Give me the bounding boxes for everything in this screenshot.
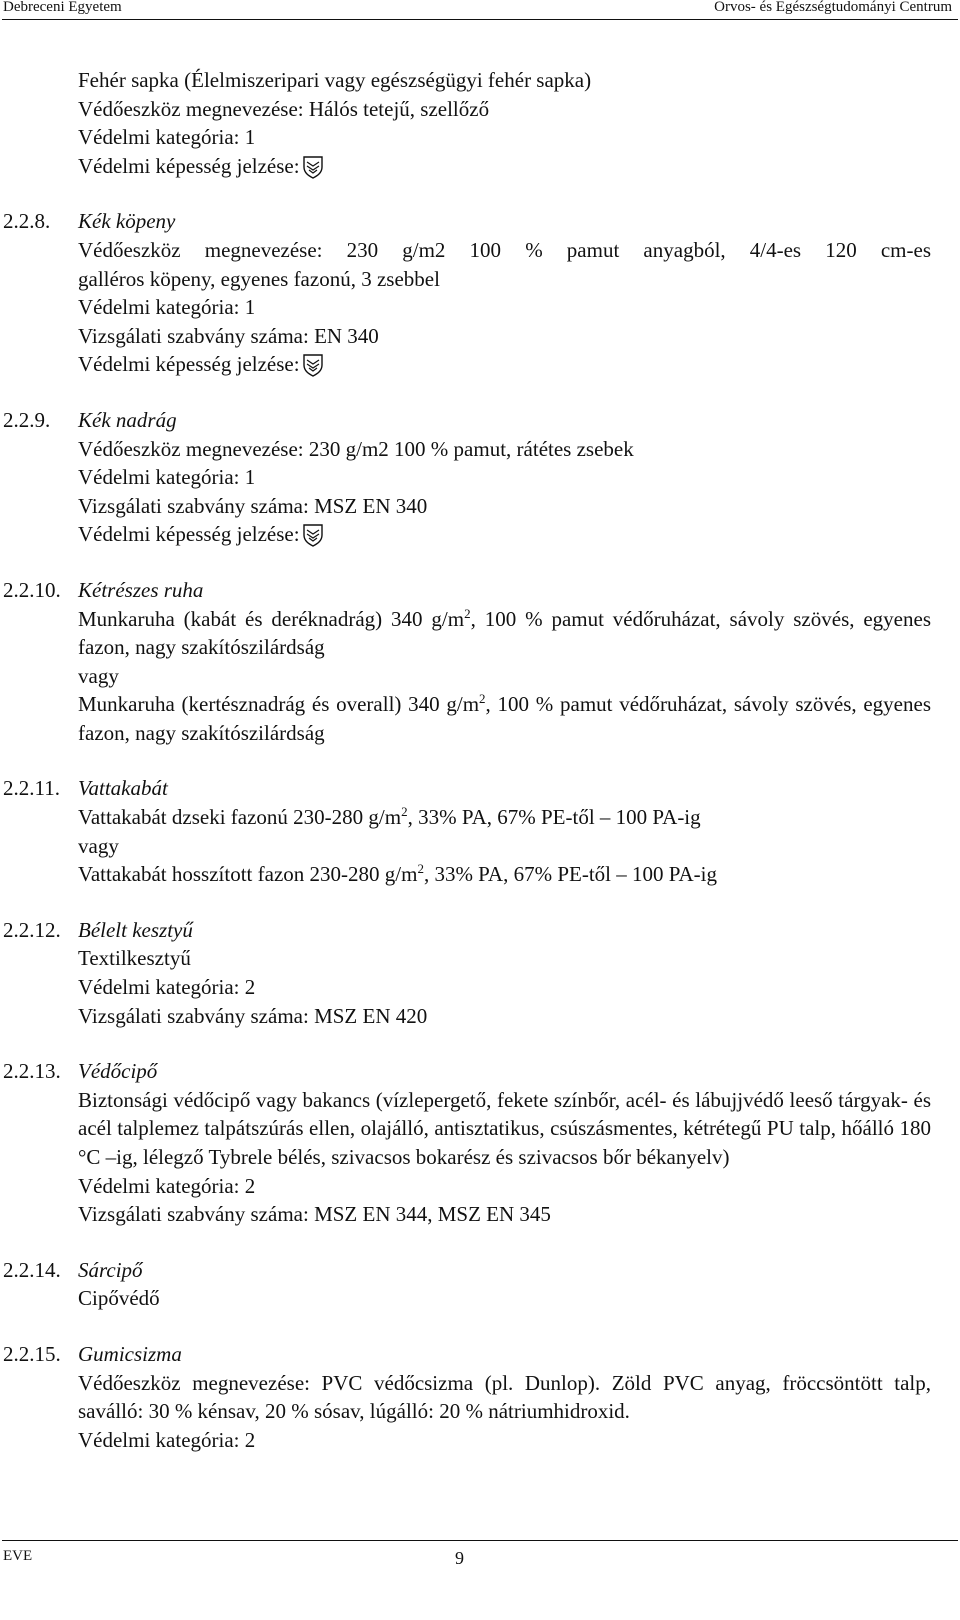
section-line (78, 860, 931, 889)
section-line: Vizsgálati szabvány száma: MSZ EN 344, MSZ EN 345 (78, 1202, 551, 1227)
paragraph: Védőeszköz megnevezése: PVC védőcsizma (pl. Dunlop). Zöld PVC anyag, fröccsöntött talp, saválló: 30 % kénsav, 20 % sósav, lúgálló: 20 % nátriumhidroxid. (78, 1370, 931, 1424)
paragraph (78, 605, 931, 662)
section-number: 2.2.14. (3, 1257, 61, 1282)
protective-category-shield-icon (302, 353, 324, 377)
section-title: Bélelt kesztyű (78, 917, 193, 942)
intro-protection-line (78, 152, 931, 181)
or-text: vagy (78, 833, 119, 858)
section-line (78, 803, 931, 832)
section-title: Gumicsizma (78, 1341, 182, 1366)
section-line: Védőeszköz megnevezése: 230 g/m2 100 % pamut anyagból, 4/4-es 120 cm-es (78, 237, 931, 262)
section-2-2-13 (0, 1057, 960, 1229)
section-title: Kék nadrág (78, 407, 177, 432)
section-line: Vizsgálati szabvány száma: EN 340 (78, 323, 379, 348)
section-2-2-12 (0, 916, 960, 1030)
section-line: Védelmi kategória: 1 (78, 465, 256, 490)
intro-block (78, 66, 931, 180)
footer-divider (2, 1540, 958, 1541)
line-text: Vattakabát dzseki fazonú 230-280 g/m (78, 805, 402, 830)
paragraph (78, 690, 931, 747)
or-text: vagy (78, 663, 119, 688)
header-left-text: Debreceni Egyetem (3, 0, 122, 15)
section-2-2-10 (0, 576, 960, 748)
section-title: Kék köpeny (78, 209, 176, 234)
section-2-2-14 (0, 1256, 960, 1313)
section-line: Vizsgálati szabvány száma: MSZ EN 340 (78, 493, 428, 518)
section-line: galléros köpeny, egyenes fazonú, 3 zsebbel (78, 266, 440, 291)
superscript: 2 (417, 861, 424, 877)
section-number: 2.2.15. (3, 1341, 61, 1366)
page-number: 9 (455, 1548, 464, 1568)
header-divider (2, 19, 958, 20)
section-number: 2.2.10. (3, 577, 61, 602)
section-line: Cipővédő (78, 1286, 160, 1311)
line-text: , 33% PA, 67% PE-től – 100 PA-ig (407, 805, 701, 830)
intro-line: Védőeszköz megnevezése: Hálós tetejű, szellőző (78, 96, 490, 121)
paragraph-text: Munkaruha (kabát és deréknadrág) 340 g/m (78, 606, 465, 631)
section-2-2-9 (0, 406, 960, 549)
section-title: Vattakabát (78, 776, 168, 801)
document-body (0, 66, 960, 1454)
section-number: 2.2.12. (3, 917, 61, 942)
section-number: 2.2.8. (3, 209, 51, 234)
section-number: 2.2.9. (3, 407, 51, 432)
section-line: Védelmi kategória: 1 (78, 295, 256, 320)
intro-line: Védelmi képesség jelzése: (78, 153, 300, 178)
section-number: 2.2.11. (3, 776, 60, 801)
header-right-text: Orvos- és Egészségtudományi Centrum (714, 0, 952, 15)
protective-category-shield-icon (302, 523, 324, 547)
section-line: Védőeszköz megnevezése: 230 g/m2 100 % pamut, rátétes zsebek (78, 436, 634, 461)
paragraph: Biztonsági védőcipő vagy bakancs (vízlepergető, fekete színbőr, acél- és lábujjvédő leeső tárgyak- és acél talplemez talpátszúrás ellen, olajálló, antisztatikus, csúszásmentes, kétrétegű PU talp, hőálló 180 °C –ig, lélegző Tybrele bélés, szivacsos bokarész és szivacsos bőr békanyelv) (78, 1087, 931, 1169)
section-2-2-15 (0, 1340, 960, 1454)
section-title: Sárcipő (78, 1257, 143, 1282)
section-number: 2.2.13. (3, 1059, 61, 1084)
section-line: Védelmi képesség jelzése: (78, 522, 300, 547)
intro-line: Védelmi kategória: 1 (78, 125, 256, 150)
section-line: Védelmi kategória: 2 (78, 1173, 256, 1198)
section-line: Védelmi kategória: 2 (78, 1427, 256, 1452)
line-text: Vattakabát hosszított fazon 230-280 g/m (78, 862, 418, 887)
superscript: 2 (464, 605, 471, 621)
intro-line: Fehér sapka (Élelmiszeripari vagy egészségügyi fehér sapka) (78, 68, 592, 92)
section-line: Textilkesztyű (78, 946, 191, 971)
section-2-2-8 (0, 207, 960, 379)
protective-category-shield-icon (302, 155, 324, 179)
section-title: Kétrészes ruha (78, 577, 204, 602)
paragraph-text: Munkaruha (kertésznadrág és overall) 340 g/m (78, 692, 480, 717)
section-line: Védelmi kategória: 2 (78, 975, 256, 1000)
section-line: Vizsgálati szabvány száma: MSZ EN 420 (78, 1003, 428, 1028)
section-2-2-11 (0, 774, 960, 888)
section-title: Védőcipő (78, 1059, 158, 1084)
superscript: 2 (401, 804, 408, 820)
footer-left-text: EVE (3, 1548, 33, 1564)
paragraph-text: , 100 % pamut védőruházat, sávoly szövés, egyenes fazon, nagy szakítószilárdság (78, 692, 931, 745)
paragraph-text: , 100 % pamut védőruházat, sávoly szövés, egyenes fazon, nagy szakítószilárdság (78, 606, 931, 660)
line-text: , 33% PA, 67% PE-től – 100 PA-ig (423, 862, 718, 887)
protection-line (78, 520, 931, 549)
section-line: Védelmi képesség jelzése: (78, 352, 300, 377)
protection-line (78, 350, 931, 379)
superscript: 2 (479, 691, 486, 707)
